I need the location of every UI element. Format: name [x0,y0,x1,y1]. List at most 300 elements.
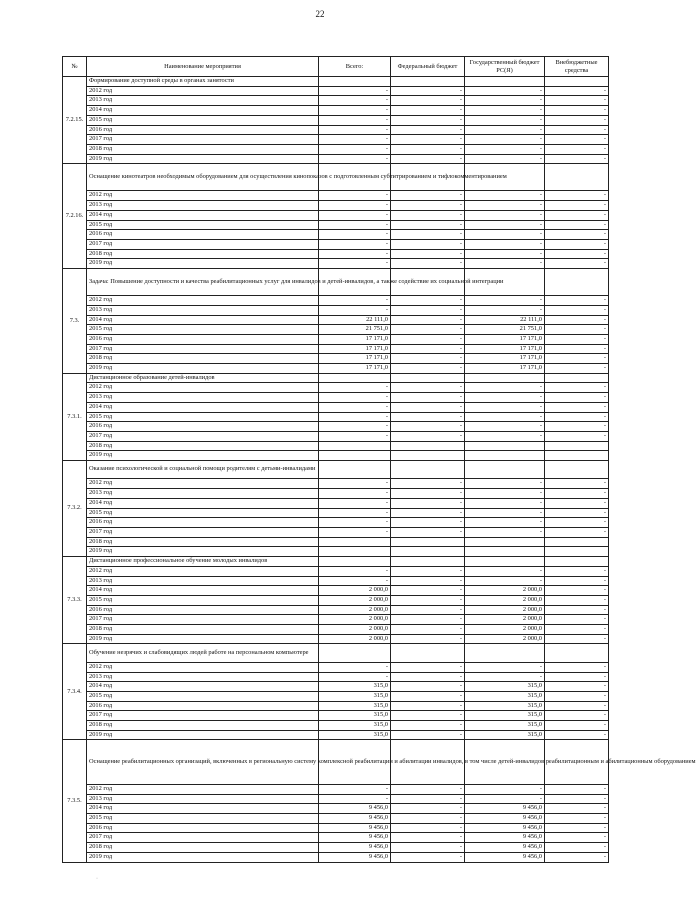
table-row [63,325,609,335]
year-cell: 2016 год [87,701,319,711]
federal-cell: - [391,106,465,116]
extrabudget-cell: - [545,701,609,711]
table-body [63,77,696,863]
total-cell: 17 171,0 [319,364,391,374]
total-cell: - [319,115,391,125]
section-title-empty-cell [319,644,391,662]
federal-cell: - [391,325,465,335]
federal-cell: - [391,662,465,672]
extrabudget-cell: - [545,210,609,220]
federal-cell: - [391,125,465,135]
table-row [63,804,609,814]
section-title: Оказание психологической и социальной помощи родителям с детьми-инвалидами [87,461,319,479]
section-title-empty-cell [545,164,609,191]
regional-cell: - [465,154,545,164]
section-number: 7.3.1. [63,373,87,460]
year-cell: 2019 год [87,852,319,862]
extrabudget-cell: - [545,431,609,441]
year-cell: 2015 год [87,325,319,335]
section-title-empty-cell [545,269,609,296]
federal-cell: - [391,721,465,731]
extrabudget-cell: - [545,595,609,605]
total-cell: - [319,230,391,240]
section-title-empty-cell [465,77,545,87]
extrabudget-cell: - [545,691,609,701]
section-title-row [63,77,609,87]
federal-cell: - [391,576,465,586]
total-cell: - [319,412,391,422]
year-cell: 2018 год [87,625,319,635]
total-cell: - [319,135,391,145]
regional-cell: - [465,296,545,306]
table-row [63,451,609,461]
regional-cell [465,451,545,461]
extrabudget-cell: - [545,125,609,135]
extrabudget-cell: - [545,794,609,804]
total-cell: - [319,305,391,315]
total-cell: 9 456,0 [319,823,391,833]
year-cell: 2014 год [87,210,319,220]
year-cell: 2013 год [87,201,319,211]
header-number: № [63,57,87,77]
year-cell: 2012 год [87,296,319,306]
extrabudget-cell: - [545,508,609,518]
extrabudget-cell: - [545,393,609,403]
total-cell: 2 000,0 [319,586,391,596]
year-cell: 2018 год [87,537,319,547]
total-cell: - [319,672,391,682]
table-row [63,605,609,615]
extrabudget-cell: - [545,804,609,814]
total-cell [319,441,391,451]
section-title-row [63,644,609,662]
year-cell: 2014 год [87,804,319,814]
section-title-empty-cell [545,644,609,662]
regional-cell: - [465,106,545,116]
regional-cell: 315,0 [465,682,545,692]
regional-cell: - [465,528,545,538]
table-row [63,305,609,315]
federal-cell: - [391,393,465,403]
regional-cell: 2 000,0 [465,634,545,644]
year-cell: 2016 год [87,422,319,432]
extrabudget-cell: - [545,576,609,586]
section-title-row [63,557,609,567]
extrabudget-cell: - [545,672,609,682]
total-cell: 2 000,0 [319,634,391,644]
header-regional: Государственный бюджет РС(Я) [465,57,545,77]
year-cell: 2019 год [87,547,319,557]
regional-cell: - [465,662,545,672]
header-extrabudget: Внебюджетные средства [545,57,609,77]
extrabudget-cell: - [545,784,609,794]
year-cell: 2017 год [87,528,319,538]
section-title-row [63,269,609,296]
extrabudget-cell: - [545,305,609,315]
section-title-empty-cell [391,644,465,662]
federal-cell: - [391,784,465,794]
section-title: Задача: Повышение доступности и качества реабилитационных услуг для инвалидов и детей-инвалидов, а также содействие их социальной интеграции [87,269,319,296]
regional-cell: - [465,239,545,249]
year-cell: 2017 год [87,615,319,625]
table-row [63,595,609,605]
federal-cell: - [391,210,465,220]
year-cell: 2018 год [87,441,319,451]
total-cell: - [319,210,391,220]
year-cell: 2014 год [87,315,319,325]
extrabudget-cell: - [545,634,609,644]
extrabudget-cell: - [545,833,609,843]
year-cell: 2019 год [87,154,319,164]
year-cell: 2016 год [87,230,319,240]
extrabudget-cell [545,451,609,461]
extrabudget-cell [545,537,609,547]
regional-cell: - [465,508,545,518]
extrabudget-cell: - [545,191,609,201]
federal-cell: - [391,843,465,853]
federal-cell: - [391,672,465,682]
federal-cell: - [391,422,465,432]
section-title: Дистанционное профессиональное обучение молодых инвалидов [87,557,319,567]
table-row [63,498,609,508]
federal-cell: - [391,682,465,692]
total-cell: - [319,259,391,269]
regional-cell: 2 000,0 [465,625,545,635]
table-row [63,334,609,344]
header-total: Всего: [319,57,391,77]
federal-cell: - [391,528,465,538]
regional-cell: - [465,393,545,403]
table-row [63,615,609,625]
federal-cell: - [391,305,465,315]
federal-cell: - [391,239,465,249]
regional-cell [465,547,545,557]
section-title-row [63,461,609,479]
regional-cell: - [465,249,545,259]
regional-cell: 315,0 [465,730,545,740]
table-row [63,730,609,740]
regional-cell: - [465,96,545,106]
section-title-empty-cell [545,373,609,383]
section-number: 7.3.2. [63,461,87,557]
regional-cell: 315,0 [465,691,545,701]
extrabudget-cell: - [545,334,609,344]
year-cell: 2018 год [87,354,319,364]
regional-cell: - [465,383,545,393]
extrabudget-cell: - [545,586,609,596]
table-row [63,239,609,249]
table-row [63,586,609,596]
federal-cell: - [391,402,465,412]
section-title-empty-cell [391,557,465,567]
year-cell: 2012 год [87,86,319,96]
table-row [63,220,609,230]
section-title-empty-cell [545,461,609,479]
header-federal: Федеральный бюджет [391,57,465,77]
federal-cell [391,451,465,461]
table-row [63,125,609,135]
extrabudget-cell [545,441,609,451]
extrabudget-cell: - [545,315,609,325]
regional-cell: - [465,125,545,135]
federal-cell: - [391,259,465,269]
extrabudget-cell: - [545,605,609,615]
section-title-empty-cell [319,77,391,87]
regional-cell [465,441,545,451]
table-row [63,814,609,824]
total-cell: - [319,576,391,586]
total-cell: - [319,96,391,106]
total-cell: 315,0 [319,711,391,721]
table-row [63,852,609,862]
federal-cell: - [391,383,465,393]
extrabudget-cell: - [545,823,609,833]
year-cell: 2018 год [87,721,319,731]
federal-cell: - [391,833,465,843]
table-row [63,784,609,794]
section-title-empty-cell [319,373,391,383]
extrabudget-cell: - [545,106,609,116]
federal-cell: - [391,489,465,499]
extrabudget-cell: - [545,201,609,211]
total-cell: 21 751,0 [319,325,391,335]
table-row [63,634,609,644]
header-row [63,57,609,77]
year-cell: 2012 год [87,191,319,201]
federal-cell [391,547,465,557]
table-row [63,154,609,164]
extrabudget-cell: - [545,344,609,354]
total-cell: - [319,528,391,538]
page-number: 22 [315,9,325,19]
table-row [63,344,609,354]
year-cell: 2018 год [87,144,319,154]
total-cell: 2 000,0 [319,615,391,625]
year-cell: 2014 год [87,682,319,692]
total-cell: 17 171,0 [319,334,391,344]
total-cell: - [319,393,391,403]
total-cell: - [319,86,391,96]
federal-cell: - [391,230,465,240]
extrabudget-cell: - [545,354,609,364]
extrabudget-cell: - [545,135,609,145]
table-row [63,135,609,145]
section-title-empty-cell [391,461,465,479]
regional-cell: - [465,518,545,528]
federal-cell: - [391,144,465,154]
federal-cell: - [391,508,465,518]
total-cell: - [319,106,391,116]
table-row [63,249,609,259]
federal-cell: - [391,220,465,230]
federal-cell: - [391,711,465,721]
section-title: Оснащение кинотеатров необходимым оборудованием для осуществления кинопоказов с подготовленным субтитрированием и тифлокомментированием [87,164,319,191]
regional-cell: 9 456,0 [465,833,545,843]
extrabudget-cell: - [545,625,609,635]
year-cell: 2012 год [87,784,319,794]
total-cell: 17 171,0 [319,354,391,364]
table-row [63,441,609,451]
federal-cell: - [391,296,465,306]
year-cell: 2019 год [87,730,319,740]
federal-cell: - [391,344,465,354]
table-row [63,672,609,682]
regional-cell: - [465,230,545,240]
total-cell: - [319,191,391,201]
total-cell: - [319,662,391,672]
table-row [63,210,609,220]
total-cell: 315,0 [319,721,391,731]
regional-cell: - [465,220,545,230]
year-cell: 2018 год [87,249,319,259]
federal-cell: - [391,586,465,596]
extrabudget-cell: - [545,230,609,240]
table-row [63,96,609,106]
total-cell: - [319,784,391,794]
table-row [63,230,609,240]
year-cell: 2015 год [87,595,319,605]
total-cell: 9 456,0 [319,833,391,843]
regional-cell: 315,0 [465,711,545,721]
regional-cell: - [465,135,545,145]
section-number: 7.3.4. [63,644,87,740]
federal-cell: - [391,634,465,644]
table-row [63,402,609,412]
regional-cell: 315,0 [465,721,545,731]
federal-cell: - [391,479,465,489]
section-title-empty-cell [465,557,545,567]
total-cell: - [319,489,391,499]
federal-cell: - [391,191,465,201]
total-cell: 2 000,0 [319,625,391,635]
scan-mark: · [96,876,98,882]
extrabudget-cell: - [545,144,609,154]
regional-cell: - [465,144,545,154]
section-title-row [63,373,609,383]
table-row [63,701,609,711]
total-cell: - [319,431,391,441]
section-number: 7.2.16. [63,164,87,269]
year-cell: 2016 год [87,334,319,344]
regional-cell: 9 456,0 [465,804,545,814]
table-row [63,823,609,833]
section-title-empty-cell [545,557,609,567]
table-row [63,547,609,557]
regional-cell: - [465,794,545,804]
federal-cell: - [391,115,465,125]
federal-cell: - [391,701,465,711]
section-number: 7.3.5. [63,740,87,862]
table-row [63,528,609,538]
federal-cell: - [391,625,465,635]
total-cell: - [319,201,391,211]
total-cell: - [319,402,391,412]
table-row [63,691,609,701]
federal-cell: - [391,96,465,106]
extrabudget-cell: - [545,662,609,672]
regional-cell: - [465,259,545,269]
total-cell: 315,0 [319,691,391,701]
regional-cell: 17 171,0 [465,344,545,354]
regional-cell: - [465,86,545,96]
table-row [63,191,609,201]
year-cell: 2019 год [87,364,319,374]
federal-cell: - [391,135,465,145]
extrabudget-cell: - [545,96,609,106]
total-cell: - [319,296,391,306]
regional-cell: - [465,784,545,794]
year-cell: 2015 год [87,508,319,518]
year-cell: 2012 год [87,566,319,576]
extrabudget-cell: - [545,814,609,824]
year-cell: 2014 год [87,586,319,596]
year-cell: 2014 год [87,106,319,116]
extrabudget-cell: - [545,682,609,692]
federal-cell [391,537,465,547]
extrabudget-cell: - [545,249,609,259]
regional-cell: - [465,402,545,412]
table-row [63,625,609,635]
regional-cell: 2 000,0 [465,586,545,596]
regional-cell: - [465,431,545,441]
section-title-empty-cell [391,373,465,383]
year-cell: 2019 год [87,451,319,461]
year-cell: 2019 год [87,259,319,269]
extrabudget-cell: - [545,498,609,508]
table-row [63,201,609,211]
budget-table [62,56,696,863]
section-title-empty-cell [391,77,465,87]
table-row [63,537,609,547]
regional-cell: - [465,422,545,432]
extrabudget-cell: - [545,325,609,335]
federal-cell: - [391,412,465,422]
table-row [63,393,609,403]
total-cell: 315,0 [319,701,391,711]
year-cell: 2014 год [87,402,319,412]
extrabudget-cell: - [545,86,609,96]
federal-cell: - [391,354,465,364]
regional-cell: 315,0 [465,701,545,711]
regional-cell: - [465,498,545,508]
section-title-empty-cell [319,557,391,567]
section-title: Формирование доступной среды в органах занятости [87,77,319,87]
year-cell: 2013 год [87,489,319,499]
extrabudget-cell: - [545,721,609,731]
total-cell: 9 456,0 [319,814,391,824]
year-cell: 2015 год [87,220,319,230]
year-cell: 2013 год [87,672,319,682]
total-cell: 9 456,0 [319,804,391,814]
extrabudget-cell: - [545,518,609,528]
regional-cell: - [465,210,545,220]
total-cell: 9 456,0 [319,852,391,862]
total-cell: - [319,794,391,804]
regional-cell: 9 456,0 [465,852,545,862]
federal-cell: - [391,498,465,508]
total-cell: - [319,154,391,164]
table-row [63,576,609,586]
federal-cell: - [391,730,465,740]
regional-cell: 17 171,0 [465,364,545,374]
section-number: 7.3.3. [63,557,87,644]
extrabudget-cell: - [545,259,609,269]
table-row [63,364,609,374]
table-row [63,106,609,116]
federal-cell: - [391,249,465,259]
table-row [63,833,609,843]
year-cell: 2017 год [87,239,319,249]
